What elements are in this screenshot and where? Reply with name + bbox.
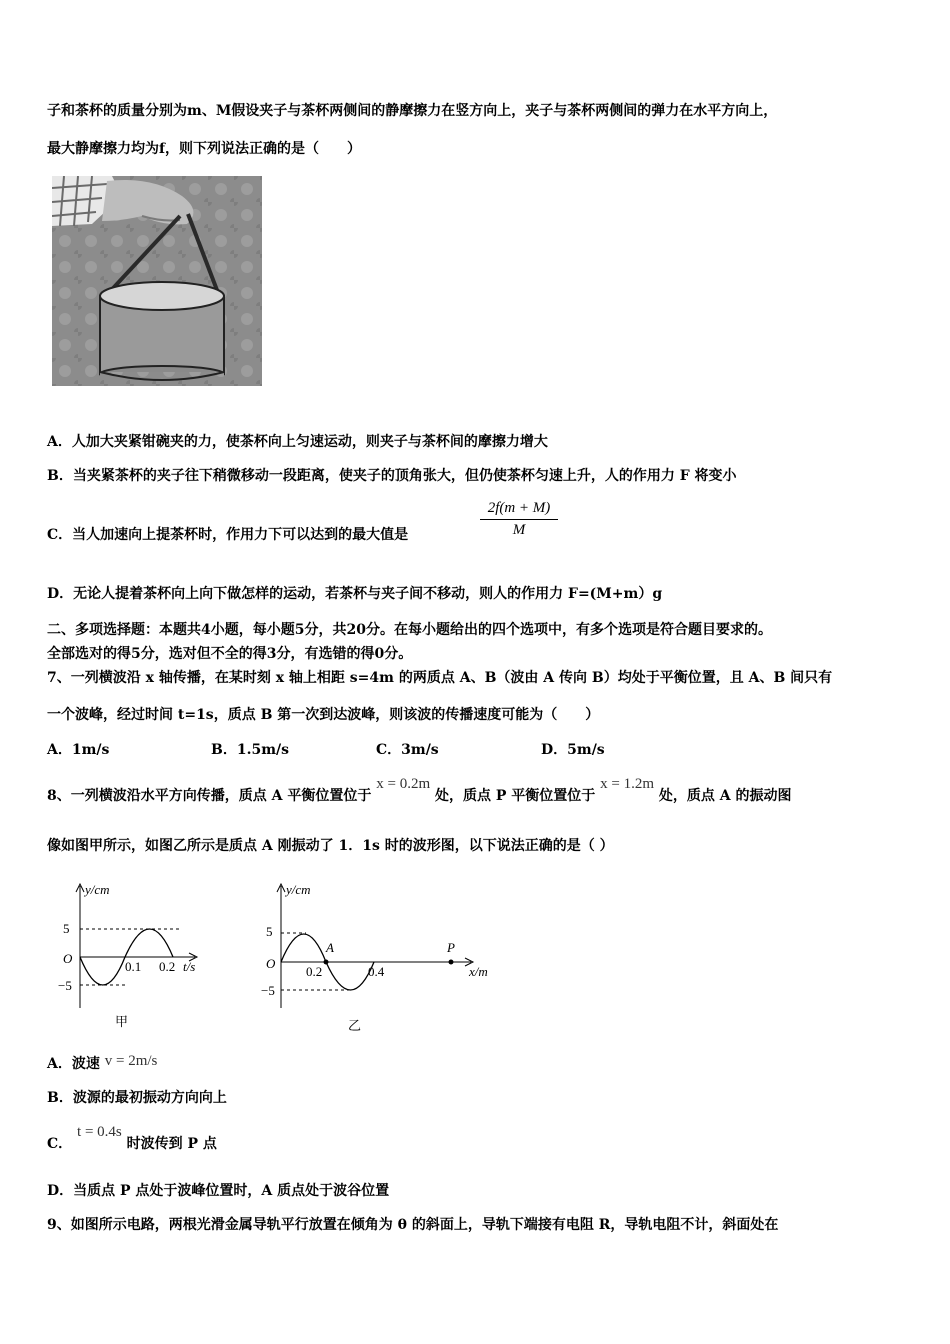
- q7-option-a: A．1m/s: [47, 742, 110, 758]
- jia-ylabel: y/cm: [85, 882, 110, 897]
- jia-xlabel: t/s: [183, 959, 196, 974]
- q8-x1-math: x = 0.2m: [376, 776, 431, 792]
- yi-tick-pos: 5: [266, 924, 273, 939]
- q9-line-1: 9、如图所示电路，两根光滑金属导轨平行放置在倾角为 θ 的斜面上，导轨下端接有电阻 R，导轨电阻不计，斜面处在: [47, 1217, 779, 1233]
- q8-line-1-part-a: 8、一列横波沿水平方向传播，质点 A 平衡位置位于: [47, 788, 372, 804]
- yi-point-a: A: [326, 940, 334, 955]
- q8-line-1: [47, 776, 792, 806]
- q8-option-d: D．当质点 P 点处于波峰位置时，A 质点处于波谷位置: [47, 1183, 390, 1199]
- q8-option-a-math: v = 2m/s: [104, 1053, 158, 1069]
- tea-cup-photo: [52, 176, 262, 386]
- q6-option-d: D．无论人提着茶杯向上向下做怎样的运动，若茶杯与夹子间不移动，则人的作用力 F=(M+m）g: [47, 586, 663, 602]
- section2-line-2: 全部选对的得5分，选对但不全的得3分，有选错的得0分。: [47, 646, 413, 662]
- q7-option-d: D．5m/s: [541, 742, 605, 758]
- q6-option-b: B．当夹紧茶杯的夹子往下稍微移动一段距离，使夹子的顶角张大，但仍使茶杯匀速上升，人的作用力 F 将变小: [47, 468, 737, 484]
- q6-option-a: A．人加大夹紧钳碗夹的力，使茶杯向上匀速运动，则夹子与茶杯间的摩擦力增大: [47, 434, 548, 450]
- q7-option-c: C．3m/s: [376, 742, 439, 758]
- section2-line-1: 二、多项选择题：本题共4小题，每小题5分，共20分。在每小题给出的四个选项中，有多个选项是符合题目要求的。: [47, 622, 772, 638]
- q8-option-c-label: C．: [47, 1136, 73, 1152]
- q8-line-2: 像如图甲所示，如图乙所示是质点 A 刚振动了 1．1s 时的波形图，以下说法正确的是（ ）: [47, 838, 614, 854]
- q8-x2-math: x = 1.2m: [600, 776, 655, 792]
- q8-line-1-part-c: 处，质点 A 的振动图: [658, 788, 792, 804]
- yi-tick-neg: −5: [261, 983, 275, 998]
- yi-ylabel: y/cm: [286, 882, 311, 897]
- q8-option-b: B．波源的最初振动方向向上: [47, 1090, 227, 1106]
- intro-line-2: 最大静摩擦力均为f，则下列说法正确的是（ ）: [47, 141, 362, 157]
- yi-tick-2: 0.4: [368, 964, 385, 979]
- fraction-numerator: 2f(m + M): [480, 500, 558, 520]
- intro-line-1: 子和茶杯的质量分别为m、M假设夹子与茶杯两侧间的静摩擦力在竖方向上，夹子与茶杯两侧间的弹力在水平方向上，: [47, 103, 778, 119]
- yi-point-p: P: [447, 940, 455, 955]
- yi-tick-1: 0.2: [306, 964, 323, 979]
- q8-option-a-label: A．波速: [47, 1056, 100, 1072]
- q6-option-c-fraction: [480, 500, 558, 539]
- jia-caption: 甲: [115, 1014, 129, 1029]
- jia-tick-pos: 5: [63, 921, 70, 936]
- q8-option-c: [47, 1124, 217, 1154]
- q7-line-1: 7、一列横波沿 x 轴传播，在某时刻 x 轴上相距 s=4m 的两质点 A、B（波由 A 传向 B）均处于平衡位置，且 A、B 间只有: [47, 670, 833, 686]
- q8-line-1-part-b: 处，质点 P 平衡位置位于: [435, 788, 596, 804]
- q7-option-b: B．1.5m/s: [211, 742, 289, 758]
- yi-caption: 乙: [348, 1018, 362, 1033]
- q7-line-2: 一个波峰，经过时间 t=1s，质点 B 第一次到达波峰，则该波的传播速度可能为（ ）: [47, 707, 600, 723]
- jia-tick-2: 0.2: [159, 959, 176, 974]
- jia-tick-1: 0.1: [125, 959, 142, 974]
- vibration-graph-jia: [55, 880, 215, 1040]
- q8-option-c-tail: 时波传到 P 点: [126, 1136, 217, 1152]
- jia-origin: O: [63, 951, 73, 966]
- q8-option-a: [47, 1054, 157, 1074]
- q6-option-c: C．当人加速向上提茶杯时，作用力下可以达到的最大值是: [47, 527, 409, 543]
- yi-origin: O: [266, 956, 276, 971]
- yi-xlabel: x/m: [469, 964, 488, 979]
- fraction-denominator: M: [512, 522, 526, 538]
- q8-option-c-math: t = 0.4s: [77, 1124, 122, 1140]
- waveform-graph-yi: [256, 880, 506, 1040]
- jia-tick-neg: −5: [58, 978, 72, 993]
